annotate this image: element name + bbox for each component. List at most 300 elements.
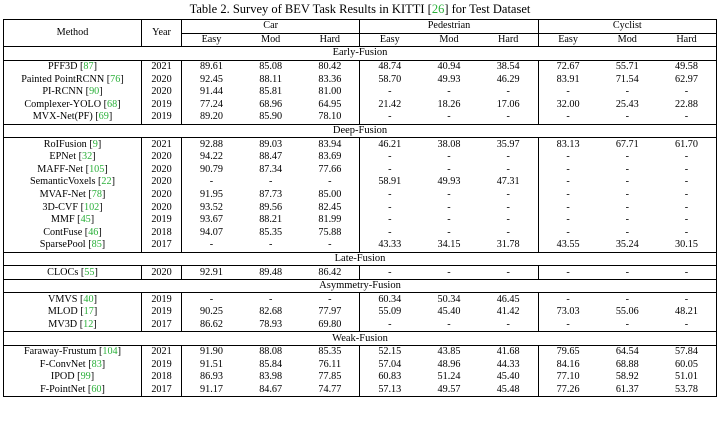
value-cell: 49.93	[437, 73, 461, 85]
value-cell: 41.42	[479, 306, 538, 319]
method-cell: SparsePool [85]	[4, 239, 142, 252]
value-cell: -	[388, 226, 392, 238]
table-row	[4, 138, 717, 151]
citation-ref: 17	[83, 306, 94, 318]
value-cell: -	[300, 293, 359, 306]
header-level: Hard	[479, 33, 538, 47]
value-cell: 88.11	[259, 73, 282, 85]
citation-ref: 85	[91, 239, 102, 251]
value-cell: -	[447, 226, 451, 238]
value-cell: -	[625, 151, 629, 163]
year-cell: 2018	[142, 227, 182, 240]
method-name: PI-RCNN	[42, 86, 84, 98]
value-cell: 57.84	[675, 346, 698, 358]
value-cell: -	[625, 214, 629, 226]
value-cell: -	[684, 266, 689, 278]
value-cell: 67.71	[615, 138, 639, 150]
citation-ref: 12	[83, 318, 94, 330]
table-caption	[0, 1, 720, 17]
value-cell: -	[209, 293, 214, 305]
header-level: Easy	[360, 33, 419, 47]
value-cell: -	[566, 86, 570, 98]
year-cell: 2019	[142, 214, 182, 227]
value-cell: -	[388, 201, 392, 213]
value-cell: 88.21	[259, 214, 283, 226]
citation-ref: 78	[91, 189, 102, 201]
value-cell: -	[566, 293, 570, 305]
value-cell: -	[566, 151, 570, 163]
value-cell: 94.22	[200, 151, 223, 163]
year-cell: 2017	[142, 384, 182, 397]
value-cell: 61.37	[615, 383, 639, 395]
value-cell: -	[447, 111, 451, 123]
value-cell: -	[566, 226, 570, 238]
table-row	[4, 164, 717, 177]
table-body	[4, 47, 717, 397]
value-cell: -	[447, 151, 451, 163]
header-row-groups	[4, 20, 717, 34]
method-name: ContFuse	[43, 226, 83, 238]
value-cell: 60.34	[378, 293, 402, 305]
value-cell: 93.67	[200, 214, 223, 226]
method-cell: EPNet [32]	[4, 151, 142, 164]
table-row	[4, 176, 717, 189]
method-name: EPNet	[49, 151, 77, 163]
year-cell: 2020	[142, 86, 182, 99]
year-cell: 2017	[142, 239, 182, 252]
value-cell: 91.95	[200, 189, 223, 201]
value-cell: 64.54	[615, 346, 639, 358]
value-cell: 68.88	[615, 358, 639, 370]
value-cell: 48.96	[437, 358, 461, 370]
value-cell: 85.84	[259, 358, 283, 370]
value-cell: 88.47	[259, 151, 283, 163]
citation-ref: 68	[107, 98, 118, 110]
year-cell: 2017	[142, 319, 182, 332]
value-cell: -	[684, 111, 689, 123]
value-cell: 85.35	[300, 345, 359, 358]
caption-citation: 26	[431, 2, 445, 16]
section-row	[4, 332, 717, 346]
value-cell: 49.57	[437, 383, 461, 395]
header-level: Mod	[598, 33, 657, 47]
value-cell: -	[566, 266, 570, 278]
value-cell: -	[388, 318, 392, 330]
method-cell: MLOD [17]	[4, 306, 142, 319]
value-cell: 50.34	[437, 293, 461, 305]
year-cell: 2019	[142, 293, 182, 306]
value-cell: -	[625, 163, 629, 175]
citation-ref: 90	[89, 86, 100, 98]
value-cell: -	[268, 293, 273, 305]
value-cell: 78.10	[300, 111, 359, 124]
value-cell: 77.26	[556, 383, 580, 395]
year-cell: 2020	[142, 201, 182, 214]
value-cell: 55.09	[378, 306, 402, 318]
caption-suffix: ] for Test Dataset	[444, 2, 531, 16]
value-cell: 92.91	[200, 266, 223, 278]
value-cell: 91.90	[200, 346, 223, 358]
value-cell: 52.15	[378, 346, 402, 358]
method-cell: PI-RCNN [90]	[4, 86, 142, 99]
value-cell: -	[447, 318, 451, 330]
citation-ref: 9	[92, 138, 98, 150]
value-cell: -	[388, 111, 392, 123]
value-cell: 55.71	[615, 61, 639, 73]
value-cell: -	[684, 163, 689, 175]
method-name: 3D-CVF	[42, 201, 79, 213]
year-cell: 2019	[142, 111, 182, 124]
value-cell: 92.88	[200, 138, 223, 150]
value-cell: 86.93	[200, 371, 223, 383]
citation-ref: 104	[102, 346, 118, 358]
citation-ref: 102	[83, 201, 100, 213]
value-cell: 48.21	[675, 306, 698, 318]
value-cell: 82.68	[259, 306, 283, 318]
method-cell: MMF [45]	[4, 214, 142, 227]
value-cell: 57.04	[378, 358, 402, 370]
value-cell: -	[625, 266, 629, 278]
value-cell: 74.77	[300, 384, 359, 397]
value-cell: 83.98	[259, 371, 283, 383]
value-cell: 90.79	[200, 163, 223, 175]
value-cell: 32.00	[556, 98, 580, 110]
table-row	[4, 371, 717, 384]
value-cell: -	[684, 151, 689, 163]
year-cell: 2018	[142, 371, 182, 384]
value-cell: 22.88	[675, 98, 698, 110]
value-cell: 88.08	[259, 346, 283, 358]
table-row	[4, 384, 717, 397]
value-cell: -	[479, 86, 538, 99]
value-cell: -	[447, 201, 451, 213]
method-name: MLOD	[47, 306, 78, 318]
year-cell: 2020	[142, 189, 182, 202]
value-cell: 81.00	[300, 86, 359, 99]
year-cell: 2020	[142, 176, 182, 189]
value-cell: 77.97	[300, 306, 359, 319]
method-name: SemanticVoxels	[29, 176, 96, 188]
method-cell: RoIFusion [9]	[4, 138, 142, 151]
method-cell: SemanticVoxels [22]	[4, 176, 142, 189]
value-cell: -	[625, 318, 629, 330]
value-cell: 71.54	[615, 73, 639, 85]
section-row	[4, 47, 717, 61]
value-cell: 87.34	[259, 163, 283, 175]
header-level: Hard	[300, 33, 359, 47]
value-cell: -	[684, 293, 689, 305]
section-title: Deep-Fusion	[4, 124, 717, 138]
citation-ref: 32	[81, 151, 93, 163]
header-level: Hard	[657, 33, 717, 47]
value-cell: 93.52	[200, 201, 223, 213]
header-group-cyclist: Cyclist	[612, 20, 642, 32]
value-cell: 58.91	[378, 176, 402, 188]
value-cell: 30.15	[675, 239, 698, 251]
value-cell: 51.01	[675, 371, 698, 383]
value-cell: 46.21	[378, 138, 402, 150]
value-cell: -	[300, 176, 359, 189]
value-cell: 49.58	[675, 61, 698, 73]
method-cell: PFF3D [87]	[4, 60, 142, 73]
value-cell: 47.31	[479, 176, 538, 189]
value-cell: 82.45	[300, 201, 359, 214]
table-row	[4, 201, 717, 214]
value-cell: 86.62	[200, 318, 223, 330]
table-row	[4, 111, 717, 124]
value-cell: -	[566, 189, 570, 201]
value-cell: -	[300, 239, 359, 252]
value-cell: 45.40	[437, 306, 461, 318]
table-row	[4, 239, 717, 252]
value-cell: -	[479, 201, 538, 214]
table-row	[4, 73, 717, 86]
value-cell: 85.08	[259, 61, 283, 73]
method-cell: Complexer-YOLO [68]	[4, 99, 142, 112]
value-cell: 85.35	[259, 226, 283, 238]
value-cell: -	[566, 163, 570, 175]
method-name: F-PointNet	[40, 383, 86, 395]
value-cell: -	[684, 189, 689, 201]
method-name: VMVS	[48, 293, 78, 305]
citation-ref: 22	[101, 176, 112, 188]
value-cell: -	[566, 111, 570, 123]
value-cell: -	[479, 227, 538, 240]
citation-ref: 46	[88, 226, 99, 238]
value-cell: 38.08	[437, 138, 461, 150]
value-cell: 77.24	[200, 98, 223, 110]
year-cell: 2020	[142, 266, 182, 280]
citation-ref: 99	[80, 371, 91, 383]
value-cell: -	[388, 266, 392, 278]
value-cell: 38.54	[479, 60, 538, 73]
value-cell: 60.83	[378, 371, 402, 383]
value-cell: 68.96	[259, 98, 283, 110]
header-group-car: Car	[182, 20, 360, 34]
section-title: Late-Fusion	[4, 252, 717, 266]
section-title: Early-Fusion	[4, 47, 717, 61]
year-cell: 2021	[142, 138, 182, 151]
section-row	[4, 279, 717, 293]
value-cell: 43.55	[556, 239, 580, 251]
citation-ref: 69	[98, 111, 109, 123]
value-cell: -	[625, 293, 629, 305]
value-cell: -	[479, 151, 538, 164]
method-name: RoIFusion	[43, 138, 87, 150]
value-cell: 89.03	[259, 138, 283, 150]
value-cell: -	[268, 239, 273, 251]
value-cell: -	[684, 176, 689, 188]
value-cell: -	[566, 201, 570, 213]
caption-text: Table 2. Survey of BEV Task Results in KITTI [	[189, 2, 432, 16]
value-cell: 41.68	[479, 345, 538, 358]
citation-ref: 105	[89, 163, 105, 175]
method-name: IPOD	[50, 371, 75, 383]
value-cell: 84.16	[556, 358, 580, 370]
value-cell: 18.26	[437, 98, 461, 110]
table-row	[4, 306, 717, 319]
value-cell: 31.78	[479, 239, 538, 252]
value-cell: 83.36	[300, 73, 359, 86]
citation-ref: 45	[80, 214, 91, 226]
header-year: Year	[142, 20, 182, 47]
value-cell: 81.99	[300, 214, 359, 227]
value-cell: 77.85	[300, 371, 359, 384]
value-cell: -	[684, 318, 689, 330]
value-cell: 83.69	[300, 151, 359, 164]
value-cell: 43.33	[378, 239, 402, 251]
value-cell: 84.67	[259, 383, 283, 395]
value-cell: 25.43	[615, 98, 639, 110]
bev-results-table	[3, 19, 717, 397]
method-cell: MAFF-Net [105]	[4, 164, 142, 177]
value-cell: -	[684, 86, 689, 98]
value-cell: 83.94	[300, 138, 359, 151]
value-cell: 75.88	[300, 227, 359, 240]
table-row	[4, 293, 717, 306]
value-cell: -	[684, 201, 689, 213]
method-cell: F-PointNet [60]	[4, 384, 142, 397]
value-cell: 76.11	[300, 358, 359, 371]
value-cell: 69.80	[300, 319, 359, 332]
header-level: Easy	[182, 33, 241, 47]
value-cell: 94.07	[200, 226, 223, 238]
section-row	[4, 124, 717, 138]
value-cell: -	[479, 319, 538, 332]
year-cell: 2021	[142, 345, 182, 358]
value-cell: 17.06	[479, 99, 538, 112]
value-cell: -	[684, 214, 689, 226]
method-cell: F-ConvNet [83]	[4, 358, 142, 371]
section-row	[4, 252, 717, 266]
table-row	[4, 86, 717, 99]
citation-ref: 40	[83, 293, 94, 305]
header-level: Mod	[419, 33, 478, 47]
value-cell: 49.93	[437, 176, 461, 188]
value-cell: 40.94	[437, 61, 461, 73]
method-name: PFF3D	[48, 61, 78, 73]
table-row	[4, 227, 717, 240]
table-row	[4, 60, 717, 73]
value-cell: 77.66	[300, 164, 359, 177]
method-name: MV3D	[48, 318, 78, 330]
table-row	[4, 345, 717, 358]
value-cell: 44.33	[479, 358, 538, 371]
section-title: Weak-Fusion	[4, 332, 717, 346]
value-cell: -	[388, 163, 392, 175]
citation-ref: 55	[84, 266, 95, 278]
method-cell: MVX-Net(PF) [69]	[4, 111, 142, 124]
method-name: F-ConvNet	[39, 358, 86, 370]
value-cell: 62.97	[675, 73, 698, 85]
value-cell: 55.06	[615, 306, 639, 318]
value-cell: 92.45	[200, 73, 223, 85]
header-group-pedestrian: Pedestrian	[360, 20, 538, 34]
value-cell: -	[566, 176, 570, 188]
value-cell: -	[479, 189, 538, 202]
year-cell: 2020	[142, 164, 182, 177]
value-cell: -	[625, 176, 629, 188]
year-cell: 2020	[142, 73, 182, 86]
method-name: MMF	[50, 214, 75, 226]
value-cell: -	[479, 266, 538, 280]
value-cell: 79.65	[556, 346, 580, 358]
value-cell: 89.48	[259, 266, 283, 278]
header-level: Easy	[538, 33, 597, 47]
year-cell: 2019	[142, 99, 182, 112]
value-cell: 43.85	[437, 346, 461, 358]
citation-ref: 76	[110, 73, 121, 85]
value-cell: -	[388, 151, 392, 163]
year-cell: 2019	[142, 306, 182, 319]
method-cell: IPOD [99]	[4, 371, 142, 384]
value-cell: -	[625, 189, 629, 201]
value-cell: 46.45	[479, 293, 538, 306]
method-name: SparsePool	[39, 239, 86, 251]
value-cell: 91.44	[200, 86, 223, 98]
value-cell: 73.03	[556, 306, 580, 318]
value-cell: -	[684, 226, 689, 238]
method-cell: ContFuse [46]	[4, 227, 142, 240]
value-cell: 89.56	[259, 201, 283, 213]
value-cell: 60.05	[675, 358, 698, 370]
value-cell: -	[209, 239, 214, 251]
table-row	[4, 319, 717, 332]
value-cell: 90.25	[200, 306, 223, 318]
table-row	[4, 358, 717, 371]
value-cell: 61.70	[675, 138, 698, 150]
value-cell: 64.95	[300, 99, 359, 112]
citation-ref: 87	[83, 61, 94, 73]
value-cell: 87.73	[259, 189, 283, 201]
value-cell: 80.42	[300, 60, 359, 73]
value-cell: 72.67	[556, 61, 580, 73]
value-cell: 91.51	[200, 358, 223, 370]
value-cell: -	[479, 164, 538, 177]
value-cell: 34.15	[437, 239, 461, 251]
section-title: Asymmetry-Fusion	[4, 279, 717, 293]
value-cell: 83.13	[556, 138, 580, 150]
value-cell: -	[625, 86, 629, 98]
value-cell: 85.81	[259, 86, 283, 98]
citation-ref: 60	[91, 383, 102, 395]
year-cell: 2021	[142, 60, 182, 73]
method-cell: VMVS [40]	[4, 293, 142, 306]
value-cell: -	[447, 266, 451, 278]
value-cell: -	[388, 86, 392, 98]
value-cell: 48.74	[378, 61, 402, 73]
header-method: Method	[4, 20, 142, 47]
method-cell: 3D-CVF [102]	[4, 201, 142, 214]
value-cell: -	[479, 111, 538, 124]
value-cell: -	[447, 163, 451, 175]
value-cell: 86.42	[300, 266, 359, 280]
year-cell: 2019	[142, 358, 182, 371]
year-cell: 2020	[142, 151, 182, 164]
value-cell: 45.40	[479, 371, 538, 384]
value-cell: 58.70	[378, 73, 402, 85]
value-cell: 35.24	[615, 239, 639, 251]
value-cell: 91.17	[200, 383, 223, 395]
value-cell: 58.92	[615, 371, 639, 383]
value-cell: 57.13	[378, 383, 402, 395]
value-cell: 45.48	[479, 384, 538, 397]
value-cell: -	[268, 176, 273, 188]
value-cell: 83.91	[556, 73, 580, 85]
table-row	[4, 189, 717, 202]
method-cell: MV3D [12]	[4, 319, 142, 332]
table-row	[4, 266, 717, 280]
